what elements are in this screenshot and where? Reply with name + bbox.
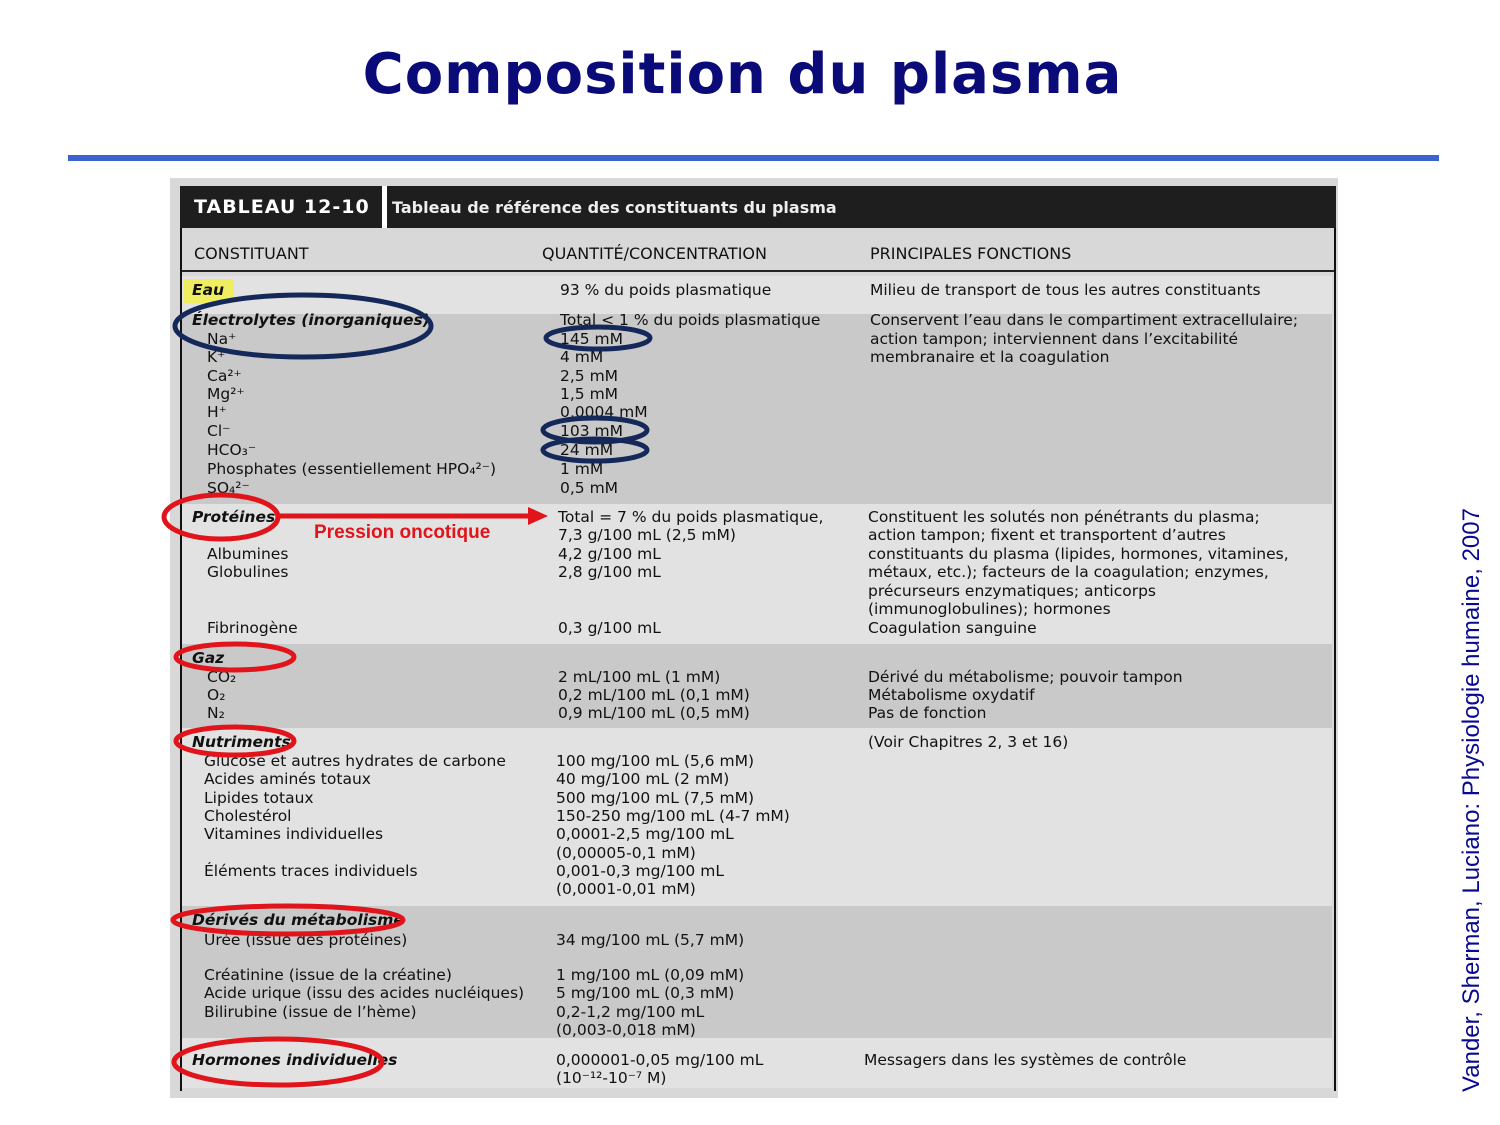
cell-constituent: Acide urique (issu des acides nucléiques) [204,984,525,1002]
slide-title: Composition du plasma [362,42,1123,107]
red-circle-gaz [176,644,294,670]
cell-function: Métabolisme oxydatif [868,686,1035,704]
blue-circle-electrolytes [175,295,431,357]
cell-function: membranaire et la coagulation [870,348,1110,366]
column-header-constituant: CONSTITUANT [194,244,309,263]
cell-function: Constituent les solutés non pénétrants du plasma; [868,508,1260,526]
cell-constituent: HCO₃⁻ [207,441,257,459]
cell-constituent: Acides aminés totaux [204,770,371,788]
cell-quantity: 2 mL/100 mL (1 mM) [558,668,721,686]
cell-constituent: Hormones individuelles [192,1051,398,1069]
cell-constituent: Gaz [192,649,225,667]
cell-constituent: Fibrinogène [207,619,298,637]
cell-quantity: 93 % du poids plasmatique [560,281,772,299]
cell-constituent: Cl⁻ [207,422,231,440]
red-circle-proteines [164,495,278,539]
cell-quantity: 24 mM [560,441,614,459]
cell-constituent: Créatinine (issue de la créatine) [204,966,452,984]
cell-constituent: H⁺ [207,403,227,421]
cell-quantity: 34 mg/100 mL (5,7 mM) [556,931,745,949]
cell-quantity: 7,3 g/100 mL (2,5 mM) [558,526,736,544]
cell-constituent: CO₂ [207,668,237,686]
cell-constituent: Glucose et autres hydrates de carbone [204,752,506,770]
cell-function: Coagulation sanguine [868,619,1037,637]
cell-quantity: 145 mM [560,330,623,348]
cell-constituent: Bilirubine (issue de l’hème) [204,1003,417,1021]
cell-function: Dérivé du métabolisme; pouvoir tampon [868,668,1183,686]
cell-quantity: 5 mg/100 mL (0,3 mM) [556,984,735,1002]
cell-quantity: 2,8 g/100 mL [558,563,661,581]
cell-constituent: Éléments traces individuels [204,862,418,880]
cell-quantity: 0,001-0,3 mg/100 mL [556,862,724,880]
citation: Vander, Sherman, Luciano: Physiologie humaine, 2007 [1458,508,1485,1092]
cell-constituent: O₂ [207,686,226,704]
cell-quantity: 0,2 mL/100 mL (0,1 mM) [558,686,750,704]
cell-quantity: 0,0001-2,5 mg/100 mL [556,825,734,843]
cell-constituent: Mg²⁺ [207,385,245,403]
cell-function: Conservent l’eau dans le compartiment extracellulaire; [870,311,1299,329]
cell-quantity: 0,3 g/100 mL [558,619,661,637]
cell-function: constituants du plasma (lipides, hormones, vitamines, [868,545,1289,563]
red-circle-derives [173,906,403,934]
cell-constituent: SO₄²⁻ [207,479,250,497]
cell-quantity: 0,9 mL/100 mL (0,5 mM) [558,704,750,722]
cell-quantity: 1,5 mM [560,385,619,403]
cell-quantity: 1 mg/100 mL (0,09 mM) [556,966,745,984]
cell-constituent: K⁺ [207,348,226,366]
cell-quantity: 1 mM [560,460,604,478]
cell-function: Messagers dans les systèmes de contrôle [864,1051,1187,1069]
cell-quantity: Total = 7 % du poids plasmatique, [558,508,824,526]
cell-quantity: (0,0001-0,01 mM) [556,880,696,898]
cell-function: action tampon; fixent et transportent d’autres [868,526,1226,544]
cell-constituent: Nutriments [192,733,291,751]
arrow-head-icon [528,507,548,525]
cell-constituent: Ca²⁺ [207,367,242,385]
cell-quantity: 2,5 mM [560,367,619,385]
cell-function: Milieu de transport de tous les autres constituants [870,281,1261,299]
cell-quantity: (10⁻¹²-10⁻⁷ M) [556,1069,667,1087]
cell-function: (Voir Chapitres 2, 3 et 16) [868,733,1069,751]
cell-constituent: Globulines [207,563,289,581]
cell-constituent: Lipides totaux [204,789,314,807]
cell-quantity: 4 mM [560,348,604,366]
cell-quantity: 150-250 mg/100 mL (4-7 mM) [556,807,790,825]
cell-constituent: Na⁺ [207,330,237,348]
cell-constituent: Urée (issue des protéines) [204,931,408,949]
cell-function: précurseurs enzymatiques; anticorps [868,582,1157,600]
cell-quantity: 4,2 g/100 mL [558,545,661,563]
cell-function: métaux, etc.); facteurs de la coagulation; enzymes, [868,563,1269,581]
cell-quantity: 0,000001-0,05 mg/100 mL [556,1051,764,1069]
cell-constituent: Albumines [207,545,289,563]
cell-quantity: 103 mM [560,422,623,440]
cell-constituent: Électrolytes (inorganiques) [192,311,430,329]
cell-quantity: 0,2-1,2 mg/100 mL [556,1003,705,1021]
cell-quantity: 0,0004 mM [560,403,648,421]
table-number: TABLEAU 12-10 [194,196,370,218]
cell-quantity: Total < 1 % du poids plasmatique [560,311,821,329]
cell-quantity: 40 mg/100 mL (2 mM) [556,770,730,788]
red-circle-nutriments [176,727,294,755]
red-circle-hormones [174,1039,382,1085]
cell-quantity: (0,00005-0,1 mM) [556,844,696,862]
oncotic-pressure-label: Pression oncotique [314,522,491,543]
cell-quantity: (0,003-0,018 mM) [556,1021,696,1039]
cell-constituent: Cholestérol [204,807,292,825]
cell-quantity: 0,5 mM [560,479,619,497]
cell-quantity: 500 mg/100 mL (7,5 mM) [556,789,754,807]
cell-constituent: Phosphates (essentiellement HPO₄²⁻) [207,460,496,478]
blue-circle-na [546,327,650,349]
column-header-fonctions: PRINCIPALES FONCTIONS [870,244,1072,263]
cell-quantity: 100 mg/100 mL (5,6 mM) [556,752,754,770]
column-header-quantite: QUANTITÉ/CONCENTRATION [542,244,767,263]
cell-constituent: Protéines [192,508,276,526]
cell-constituent: Vitamines individuelles [204,825,384,843]
cell-constituent: Eau [192,281,225,299]
cell-function: (immunoglobulines); hormones [868,600,1111,618]
cell-constituent: N₂ [207,704,225,722]
cell-function: Pas de fonction [868,704,987,722]
cell-constituent: Dérivés du métabolisme [192,911,404,929]
table-caption: Tableau de référence des constituants du plasma [392,198,837,217]
cell-function: action tampon; interviennent dans l’excitabilité [870,330,1239,348]
